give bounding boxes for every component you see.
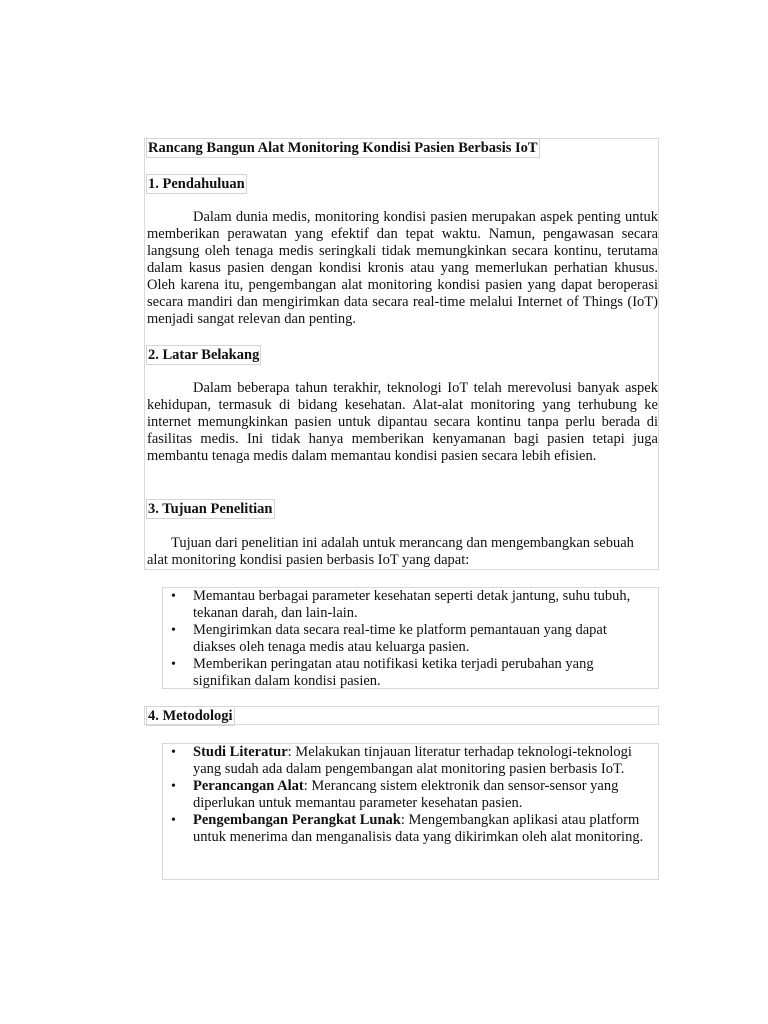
list-item-text: Mengirimkan data secara real-time ke platform pemantauan yang dapat diakses oleh tenaga medis atau keluarga pasien.	[193, 622, 607, 655]
paragraph-tujuan-penelitian: Tujuan dari penelitian ini adalah untuk merancang dan mengembangkan sebuah alat monitoring kondisi pasien berbasis IoT yang dapat:	[147, 535, 634, 568]
list-item-text: Memberikan peringatan atau notifikasi ketika terjadi perubahan yang signifikan dalam kondisi pasien.	[193, 656, 594, 689]
list-item-text: Memantau berbagai parameter kesehatan seperti detak jantung, suhu tubuh, tekanan darah, dan lain-lain.	[193, 588, 631, 621]
document-title: Rancang Bangun Alat Monitoring Kondisi Pasien Berbasis IoT	[148, 140, 538, 156]
bullet-icon: •	[171, 623, 176, 638]
metodologi-bullet-list	[163, 744, 653, 846]
paragraph-pendahuluan: Dalam dunia medis, monitoring kondisi pasien merupakan aspek penting untuk memberikan perawatan yang efektif dan tepat waktu. Namun, pengawasan secara langsung oleh tenaga medis seringkali tidak memungkinkan secara kontinu, terutama dalam kasus pasien dengan kondisi kronis atau yang memerlukan perhatian khusus. Oleh karena itu, pengembangan alat monitoring kondisi pasien yang dapat beroperasi secara mandiri dan mengirimkan data secara real-time melalui Internet of Things (IoT) menjadi sangat relevan dan penting.	[147, 209, 658, 327]
heading-pendahuluan: 1. Pendahuluan	[148, 176, 245, 192]
bullet-icon: •	[171, 745, 176, 760]
list-item	[163, 588, 653, 622]
list-item	[163, 744, 653, 778]
list-item	[163, 656, 653, 690]
list-item	[163, 778, 653, 812]
list-item-text: : Melakukan tinjauan literatur terhadap teknologi-teknologi yang sudah ada dalam pengembangan alat monitoring pasien berbasis IoT.	[193, 744, 632, 777]
bullet-icon: •	[171, 657, 176, 672]
paragraph-latar-belakang: Dalam beberapa tahun terakhir, teknologi IoT telah merevolusi banyak aspek kehidupan, termasuk di bidang kesehatan. Alat-alat monitoring yang terhubung ke internet memungkinkan pasien untuk dipantau secara kontinu tanpa perlu berada di fasilitas medis. Ini tidak hanya memberikan kenyamanan bagi pasien tetapi juga membantu tenaga medis dalam memantau kondisi pasien secara lebih efisien.	[147, 380, 658, 464]
heading-tujuan-penelitian: 3. Tujuan Penelitian	[148, 501, 273, 517]
bullet-icon: •	[171, 589, 176, 604]
list-item-text: : Merancang sistem elektronik dan sensor-sensor yang diperlukan untuk memantau parameter kesehatan pasien.	[193, 778, 619, 811]
heading-metodologi: 4. Metodologi	[148, 708, 233, 724]
list-item-text: : Mengembangkan aplikasi atau platform untuk menerima dan menganalisis data yang dikirimkan oleh alat monitoring.	[193, 812, 644, 845]
bullet-icon: •	[171, 779, 176, 794]
list-item-term: Perancangan Alat	[193, 778, 304, 794]
list-item-term: Pengembangan Perangkat Lunak	[193, 812, 401, 828]
list-item-term: Studi Literatur	[193, 744, 288, 760]
heading-latar-belakang: 2. Latar Belakang	[148, 347, 260, 363]
bullet-icon: •	[171, 813, 176, 828]
list-item	[163, 622, 653, 656]
tujuan-bullet-list	[163, 588, 653, 690]
list-item	[163, 812, 653, 846]
